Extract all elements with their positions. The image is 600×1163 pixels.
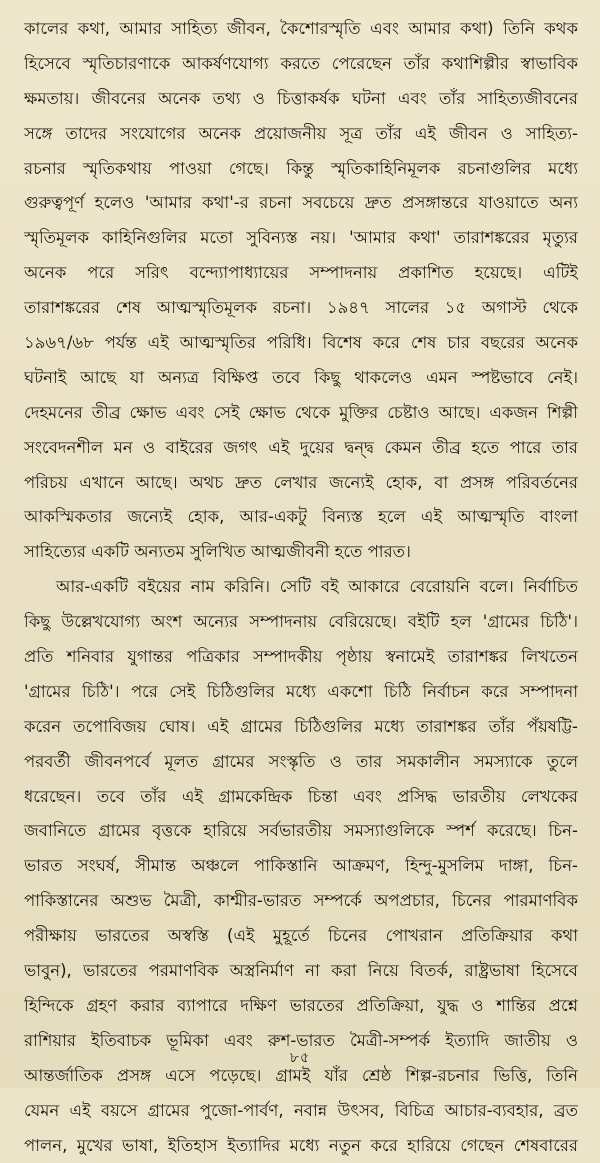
text-line: যেমন এই বয়সে গ্রামের পুজো-পার্বণ, নবান্ন উৎসব, বিচিত্র আচার-ব্যবহার, ব্রত <box>24 1094 578 1129</box>
page-body <box>24 12 578 1163</box>
text-line: ক্ষমতায়। জীবনের অনেক তথ্য ও চিত্তাকর্ষক ঘটনা এবং তাঁর সাহিত্যজীবনের <box>24 82 578 117</box>
text-line: জবানিতে গ্রামের বৃত্তকে হারিয়ে সর্বভারতীয় সমস্যাগুলিকে স্পর্শ করেছে। চিন- <box>24 814 578 849</box>
page-number: ৮৫ <box>0 1046 600 1070</box>
text-line: সাহিত্যের একটি অন্যতম সুলিখিত আত্মজীবনী হতে পারত। <box>24 535 578 570</box>
paragraph-2 <box>24 570 578 1163</box>
text-line: পাকিস্তানের অশুভ মৈত্রী, কাশ্মীর-ভারত সম্পর্কে অপপ্রচার, চিনের পারমাণবিক <box>24 884 578 919</box>
text-line: কালের কথা, আমার সাহিত্য জীবন, কৈশোরস্মৃতি এবং আমার কথা) তিনি কথক <box>24 12 578 47</box>
text-line: পালন, মুখের ভাষা, ইতিহাস ইত্যাদির মধ্যে নতুন করে হারিয়ে গেছেন শেষবারের <box>24 1129 578 1163</box>
paragraph-1 <box>24 12 578 570</box>
text-line: ১৯৬৭/৬৮ পর্যন্ত এই আত্মস্মৃতির পরিধি। বিশেষ করে শেষ চার বছরের অনেক <box>24 326 578 361</box>
text-line: ধরেছেন। তবে তাঁর এই গ্রামকেন্দ্রিক চিন্তা এবং প্রসিদ্ধ ভারতীয় লেখকের <box>24 780 578 815</box>
text-line: সঙ্গে তাদের সংযোগের অনেক প্রয়োজনীয় সূত্র তাঁর এই জীবন ও সাহিত্য- <box>24 117 578 152</box>
text-line: ভারত সংঘর্ষ, সীমান্ত অঞ্চলে পাকিস্তানি আক্রমণ, হিন্দু-মুসলিম দাঙ্গা, চিন- <box>24 849 578 884</box>
text-line: হিন্দিকে গ্রহণ করার ব্যাপারে দক্ষিণ ভারতের প্রতিক্রিয়া, যুদ্ধ ও শান্তির প্রশ্নে <box>24 989 578 1024</box>
text-line: গুরুত্বপূর্ণ হলেও 'আমার কথা'-র রচনা সবচেয়ে দ্রুত প্রসঙ্গান্তরে যাওয়াতে অন্য <box>24 186 578 221</box>
text-line: পরীক্ষায় ভারতের অস্বস্তি (এই মুহূর্তে চিনের পোখরান প্রতিক্রিয়ার কথা <box>24 919 578 954</box>
text-line: আর-একটি বইয়ের নাম করিনি। সেটি বই আকারে বেরোয়নি বলে। নির্বাচিত <box>24 570 578 605</box>
text-line: পরিচয় এখানে আছে। অথচ দ্রুত লেখার জন্যেই হোক, বা প্রসঙ্গ পরিবর্তনের <box>24 466 578 501</box>
text-line: তারাশঙ্করের শেষ আত্মস্মৃতিমূলক রচনা। ১৯৪৭ সালের ১৫ অগাস্ট থেকে <box>24 291 578 326</box>
text-line: রচনার স্মৃতিকথায় পাওয়া গেছে। কিন্তু স্মৃতিকাহিনিমূলক রচনাগুলির মধ্যে <box>24 152 578 187</box>
text-line: ঘটনাই আছে যা অন্যত্র বিক্ষিপ্ত তবে কিছু থাকলেও এমন স্পষ্টভাবে নেই। <box>24 361 578 396</box>
text-line: অনেক পরে সরিৎ বন্দ্যোপাধ্যায়ের সম্পাদনায় প্রকাশিত হয়েছে। এটিই <box>24 256 578 291</box>
text-line: রাশিয়ার ইতিবাচক ভূমিকা এবং রুশ-ভারত মৈত্রী-সম্পর্ক ইত্যাদি জাতীয় ও <box>24 1024 578 1059</box>
text-line: করেন তপোবিজয় ঘোষ। এই গ্রামের চিঠিগুলির মধ্যে তারাশঙ্কর তাঁর পঁয়ষট্টি- <box>24 710 578 745</box>
text-line: আকস্মিকতার জন্যেই হোক, আর-একটু বিন্যস্ত হলে এই আত্মস্মৃতি বাংলা <box>24 500 578 535</box>
text-line: স্মৃতিমূলক কাহিনিগুলির মতো সুবিন্যস্ত নয়। 'আমার কথা' তারাশঙ্করের মৃত্যুর <box>24 221 578 256</box>
text-line: সংবেদনশীল মন ও বাইরের জগৎ এই দুয়ের দ্বন্দ্ব কেমন তীব্র হতে পারে তার <box>24 431 578 466</box>
text-line: প্রতি শনিবার যুগান্তর পত্রিকার সম্পাদকীয় পৃষ্ঠায় স্বনামেই তারাশঙ্কর লিখতেন <box>24 640 578 675</box>
text-line: 'গ্রামের চিঠি'। পরে সেই চিঠিগুলির মধ্যে একশো চিঠি নির্বাচন করে সম্পাদনা <box>24 675 578 710</box>
text-line: আন্তর্জাতিক প্রসঙ্গ এসে পড়েছে। গ্রামই যাঁর শ্রেষ্ঠ শিল্প-রচনার ভিত্তি, তিনি <box>24 1059 578 1094</box>
text-line: পরবর্তী জীবনপর্বে মূলত গ্রামের সংস্কৃতি ও তার সমকালীন সমস্যাকে তুলে <box>24 745 578 780</box>
text-line: কিছু উল্লেখযোগ্য অংশ অন্যের সম্পাদনায় বেরিয়েছে। বইটি হল 'গ্রামের চিঠি'। <box>24 605 578 640</box>
text-line: হিসেবে স্মৃতিচারণাকে আকর্ষণযোগ্য করতে পেরেছেন তাঁর কথাশিল্পীর স্বাভাবিক <box>24 47 578 82</box>
text-line: ভাবুন), ভারতের পরমাণবিক অস্ত্রনির্মাণ না করা নিয়ে বিতর্ক, রাষ্ট্রভাষা হিসেবে <box>24 954 578 989</box>
text-line: দেহমনের তীব্র ক্ষোভ এবং সেই ক্ষোভ থেকে মুক্তির চেষ্টাও আছে। একজন শিল্পী <box>24 396 578 431</box>
